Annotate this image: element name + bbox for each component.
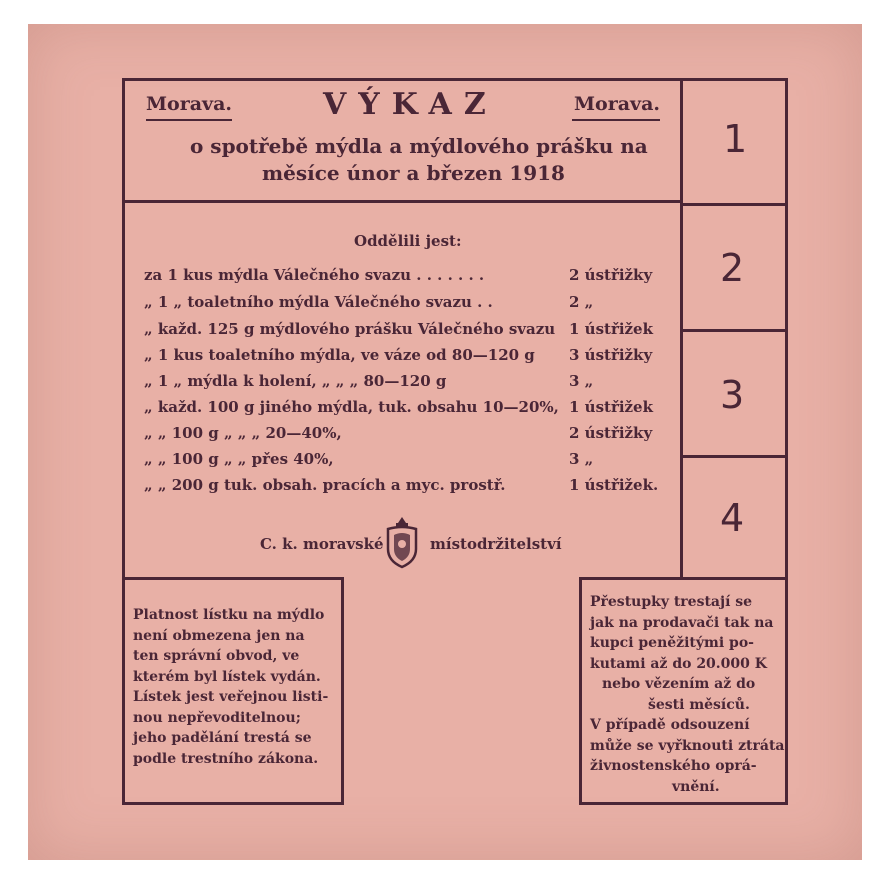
penalty-line: kupci peněžitými po- — [590, 635, 754, 651]
body-heading: Oddělili jest: — [354, 232, 462, 250]
validity-line: Lístek jest veřejnou listi- — [133, 689, 329, 705]
frame-line — [683, 577, 787, 580]
frame-line — [683, 329, 787, 332]
coupon-1: 1 — [723, 117, 748, 161]
frame-line — [122, 200, 683, 203]
row-left: „ 1 „ toaletního mýdla Válečného svazu . . — [144, 293, 493, 311]
frame-line — [683, 203, 787, 206]
frame-line — [122, 78, 125, 805]
issuer-left: C. k. moravské — [260, 535, 384, 553]
validity-line: kterém byl lístek vydán. — [133, 668, 321, 685]
row-left: „ 1 „ mýdla k holení, „ „ „ 80—120 g — [144, 372, 447, 390]
underline — [572, 119, 660, 121]
frame-line — [683, 78, 787, 81]
row-right: 1 ústřižek — [569, 320, 653, 338]
validity-line: jeho padělání trestá se — [133, 730, 312, 746]
issuer-right: místodržitelství — [430, 535, 562, 553]
row-left: „ „ 200 g tuk. obsah. pracích a myc. prostř. — [144, 476, 506, 494]
coupon-2: 2 — [720, 246, 745, 290]
header-right-label: Morava. — [574, 93, 660, 115]
penalty-line: Přestupky trestají se — [590, 594, 753, 610]
row-right: 3 „ — [569, 450, 594, 468]
validity-line: nou nepřevoditelnou; — [133, 709, 301, 726]
coat-of-arms-emblem — [384, 515, 420, 569]
frame-line — [683, 455, 787, 458]
row-right: 1 ústřižek — [569, 398, 653, 416]
document-title: VÝKAZ — [323, 87, 498, 122]
row-right: 2 ústřižky — [569, 424, 653, 442]
coupon-4: 4 — [720, 496, 745, 540]
penalty-line: šesti měsíců. — [648, 696, 750, 713]
row-right: 2 „ — [569, 293, 594, 311]
penalty-line: vnění. — [672, 778, 720, 795]
coupon-3: 3 — [720, 373, 745, 417]
validity-line: podle trestního zákona. — [133, 750, 319, 767]
row-right: 3 „ — [569, 372, 594, 390]
row-left: „ každ. 100 g jiného mýdla, tuk. obsahu 10—20%, — [144, 398, 559, 416]
subtitle-line-2: měsíce únor a březen 1918 — [262, 161, 565, 185]
frame-line — [680, 78, 683, 578]
penalty-line: živnostenského oprá- — [590, 758, 757, 774]
penalty-line: V případě odsouzení — [590, 717, 750, 733]
subtitle-line-1: o spotřebě mýdla a mýdlového prášku na — [190, 134, 648, 158]
penalty-line: nebo vězením až do — [602, 676, 756, 692]
validity-line: není obmezena jen na — [133, 627, 305, 644]
row-right: 2 ústřižky — [569, 266, 653, 284]
frame-line — [341, 577, 344, 805]
row-left: za 1 kus mýdla Válečného svazu . . . . . . . — [144, 266, 485, 284]
row-left: „ „ 100 g „ „ „ 20—40%, — [144, 424, 342, 442]
penalty-line: jak na prodavači tak na — [590, 614, 774, 631]
frame-line — [122, 577, 343, 580]
frame-line — [122, 78, 683, 81]
row-left: „ každ. 125 g mýdlového prášku Válečného svazu — [144, 320, 556, 338]
penalty-note — [590, 592, 785, 797]
row-right: 3 ústřižky — [569, 346, 653, 364]
row-left: „ 1 kus toaletního mýdla, ve váze od 80—120 g — [144, 346, 535, 364]
penalty-line: může se vyřknouti ztráta — [590, 737, 785, 754]
validity-line: ten správní obvod, ve — [133, 648, 300, 664]
validity-line: Platnost lístku na mýdlo — [133, 607, 325, 623]
row-right: 1 ústřižek. — [569, 476, 659, 494]
row-left: „ „ 100 g „ „ přes 40%, — [144, 450, 334, 468]
underline — [146, 119, 232, 121]
frame-line — [580, 577, 683, 580]
frame-line — [579, 577, 582, 805]
penalty-line: kutami až do 20.000 K — [590, 655, 767, 672]
frame-line — [579, 802, 788, 805]
header-left-label: Morava. — [146, 93, 232, 115]
frame-line — [122, 802, 344, 805]
validity-note — [133, 605, 337, 769]
frame-line — [785, 78, 788, 805]
